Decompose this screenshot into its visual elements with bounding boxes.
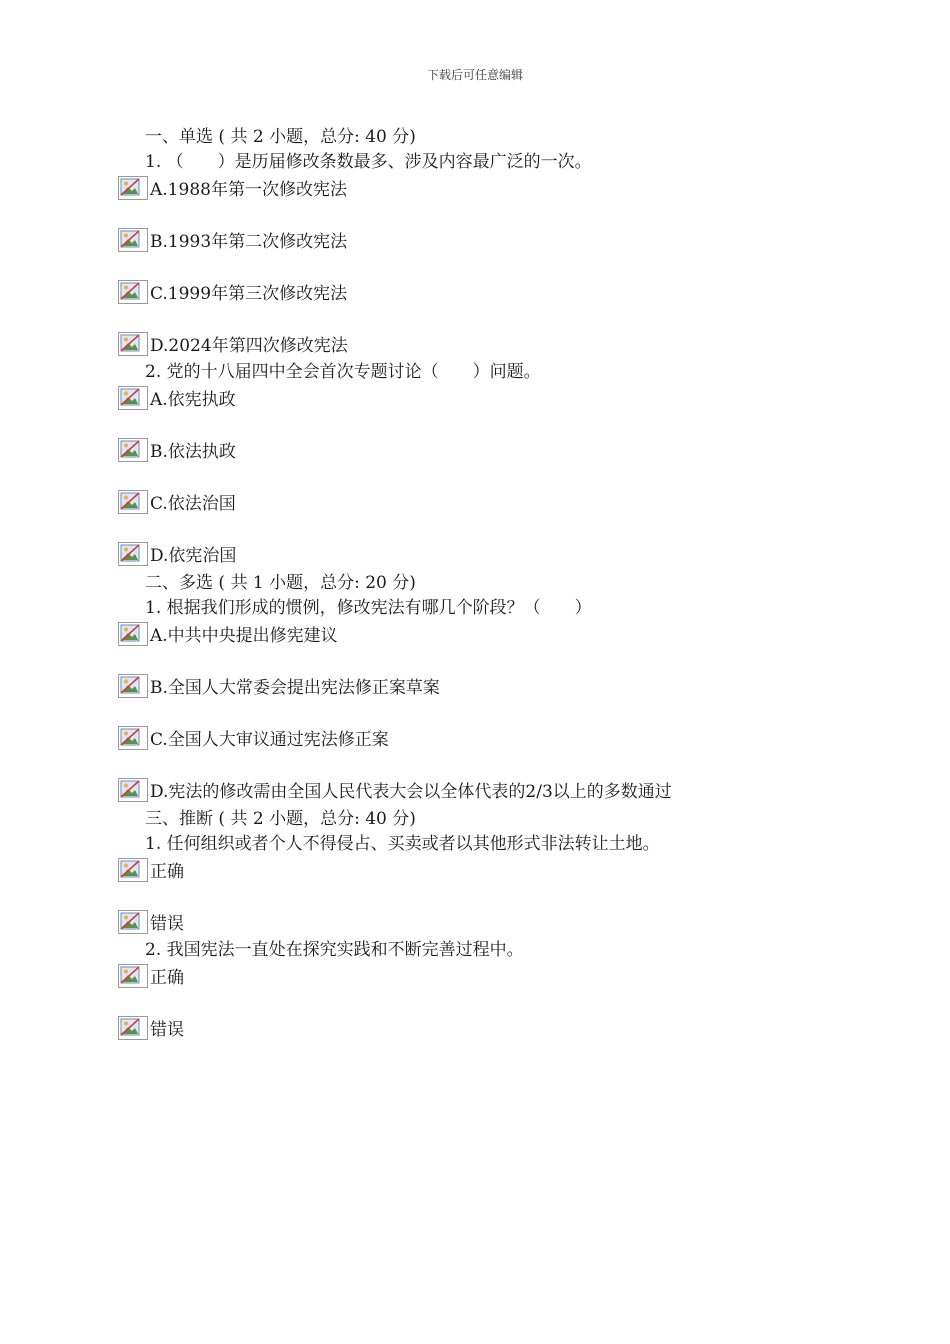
option-label: B.全国人大常委会提出宪法修正案草案 xyxy=(150,678,440,698)
answer-option[interactable] xyxy=(118,776,838,806)
option-label: B.依法执政 xyxy=(150,442,236,462)
option-label: 正确 xyxy=(150,968,184,988)
option-label: 错误 xyxy=(150,1020,184,1040)
broken-image-icon[interactable] xyxy=(118,726,148,750)
option-label: D.依宪治国 xyxy=(150,546,237,566)
answer-option[interactable] xyxy=(118,540,838,570)
answer-option[interactable] xyxy=(118,962,838,1014)
section-title: 三、推断 ( 共 2 小题，总分: 40 分) xyxy=(145,809,416,829)
answer-option[interactable] xyxy=(118,724,838,776)
broken-image-icon[interactable] xyxy=(118,542,148,566)
answer-option[interactable] xyxy=(118,488,838,540)
broken-image-icon[interactable] xyxy=(118,332,148,356)
broken-image-icon[interactable] xyxy=(118,176,148,200)
question-text: 2. 我国宪法一直处在探究实践和不断完善过程中。 xyxy=(145,940,524,960)
answer-option[interactable] xyxy=(118,226,838,278)
broken-image-icon[interactable] xyxy=(118,1016,148,1040)
broken-image-icon[interactable] xyxy=(118,622,148,646)
answer-option[interactable] xyxy=(118,384,838,436)
option-label: A.依宪执政 xyxy=(150,390,236,410)
broken-image-icon[interactable] xyxy=(118,858,148,882)
broken-image-icon[interactable] xyxy=(118,228,148,252)
answer-option[interactable] xyxy=(118,174,838,226)
answer-option[interactable] xyxy=(118,908,838,938)
answer-option[interactable] xyxy=(118,1014,838,1044)
option-label: A.1988年第一次修改宪法 xyxy=(150,180,347,200)
question-text: 1. （ ）是历届修改条数最多、涉及内容最广泛的一次。 xyxy=(145,152,592,172)
option-label: 正确 xyxy=(150,862,184,882)
broken-image-icon[interactable] xyxy=(118,490,148,514)
broken-image-icon[interactable] xyxy=(118,674,148,698)
question-text: 1. 任何组织或者个人不得侵占、买卖或者以其他形式非法转让土地。 xyxy=(145,834,660,854)
answer-option[interactable] xyxy=(118,856,838,908)
option-label: C.全国人大审议通过宪法修正案 xyxy=(150,730,389,750)
option-label: D.2024年第四次修改宪法 xyxy=(150,336,348,356)
answer-option[interactable] xyxy=(118,436,838,488)
option-label: B.1993年第二次修改宪法 xyxy=(150,232,348,252)
answer-option[interactable] xyxy=(118,672,838,724)
quiz-body xyxy=(118,124,838,1044)
section-title: 二、多选 ( 共 1 小题，总分: 20 分) xyxy=(145,573,416,593)
answer-option[interactable] xyxy=(118,620,838,672)
option-label: C.依法治国 xyxy=(150,494,236,514)
header-note: 下载后可任意编辑 xyxy=(426,68,523,82)
broken-image-icon[interactable] xyxy=(118,280,148,304)
answer-option[interactable] xyxy=(118,330,838,360)
option-label: C.1999年第三次修改宪法 xyxy=(150,284,348,304)
broken-image-icon[interactable] xyxy=(118,964,148,988)
question-text: 1. 根据我们形成的惯例，修改宪法有哪几个阶段？（ ） xyxy=(145,598,592,618)
broken-image-icon[interactable] xyxy=(118,438,148,462)
option-label: A.中共中央提出修宪建议 xyxy=(150,626,338,646)
broken-image-icon[interactable] xyxy=(118,910,148,934)
question-text: 2. 党的十八届四中全会首次专题讨论（ ）问题。 xyxy=(145,362,541,382)
answer-option[interactable] xyxy=(118,278,838,330)
broken-image-icon[interactable] xyxy=(118,386,148,410)
option-label: D.宪法的修改需由全国人民代表大会以全体代表的2/3以上的多数通过 xyxy=(150,782,672,802)
broken-image-icon[interactable] xyxy=(118,778,148,802)
section-title: 一、单选 ( 共 2 小题，总分: 40 分) xyxy=(145,127,416,147)
option-label: 错误 xyxy=(150,914,184,934)
